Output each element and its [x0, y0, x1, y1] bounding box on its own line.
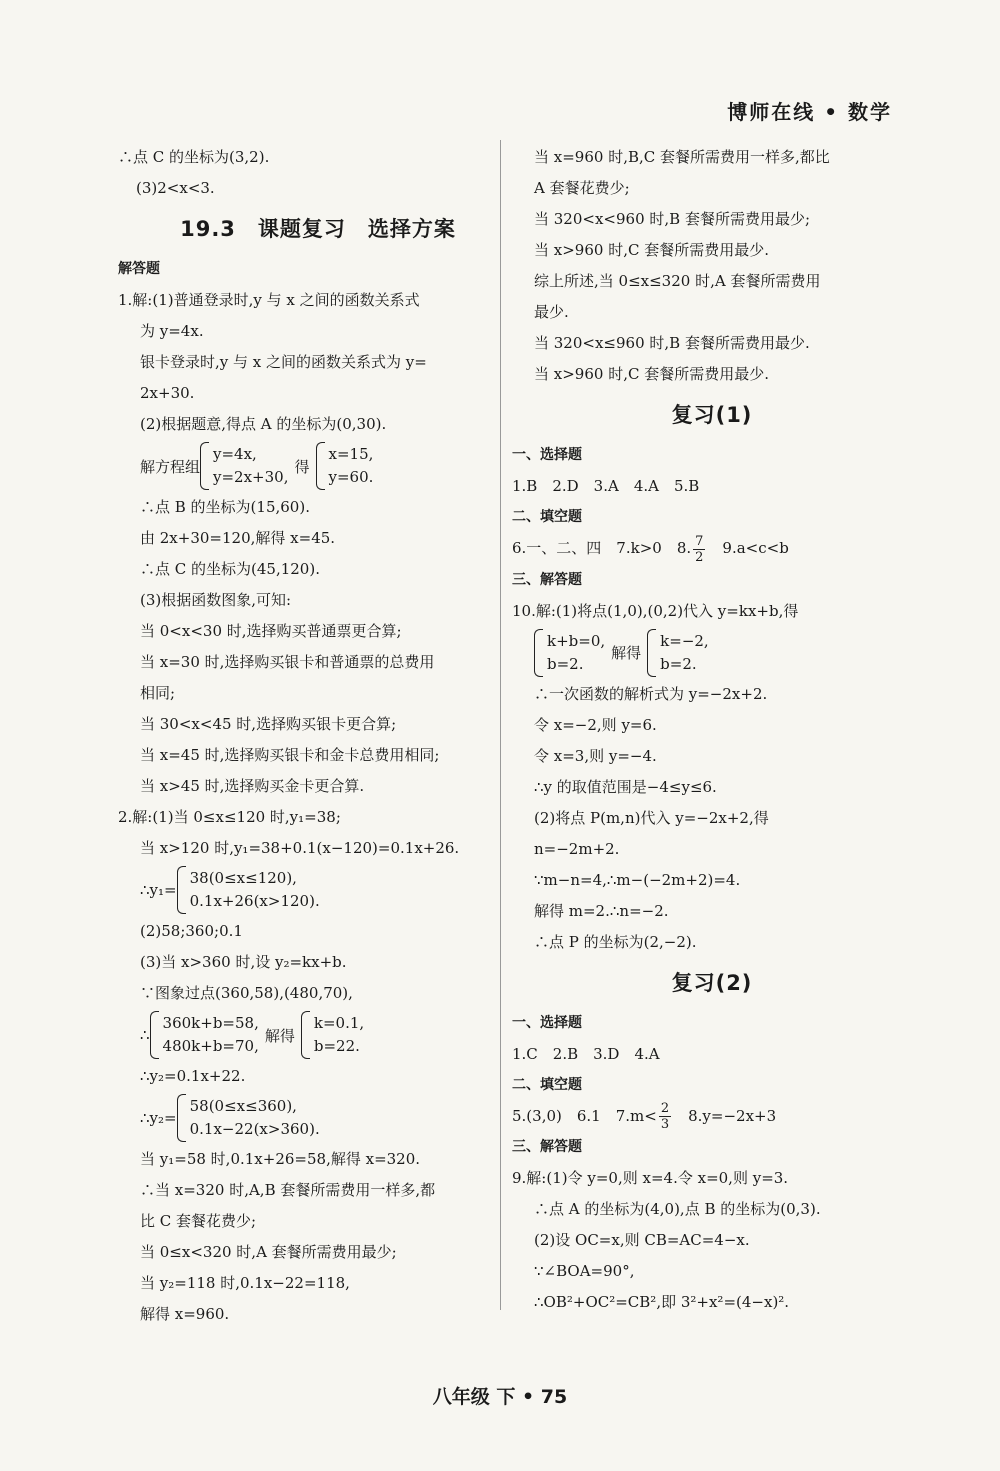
- piecewise-function: [118, 1094, 518, 1142]
- equation-line: b=2.: [547, 654, 584, 673]
- equation-line: 360k+b=58,: [162, 1014, 259, 1032]
- section-heading: 二、填空题: [512, 1076, 582, 1093]
- text-line: 当 x=45 时,选择购买银卡和金卡总费用相同;: [140, 746, 440, 764]
- fraction-numerator: 2: [660, 1101, 670, 1116]
- text-line: ∴当 x=320 时,A,B 套餐所需费用一样多,都: [140, 1181, 436, 1199]
- equation-line: y=4x,: [213, 445, 257, 463]
- text-line: 当 320<x≤960 时,B 套餐所需费用最少.: [534, 334, 810, 352]
- text-line: 1.B 2.D 3.A 4.A 5.B: [512, 477, 700, 495]
- text-line: 综上所述,当 0≤x≤320 时,A 套餐所需费用: [534, 272, 821, 290]
- text-line: 当 x>960 时,C 套餐所需费用最少.: [534, 241, 769, 259]
- text-line: (3)2<x<3.: [136, 179, 215, 197]
- fraction-numerator: 7: [695, 533, 704, 549]
- brace-symbol: [200, 442, 209, 490]
- page-header: 博师在线 • 数学: [727, 100, 892, 124]
- fraction-denominator: 3: [660, 1117, 670, 1132]
- equation-line: 0.1x−22(x>360).: [189, 1120, 320, 1138]
- text-line: (3)根据函数图象,可知:: [140, 591, 292, 609]
- equation-line: b=22.: [313, 1037, 360, 1055]
- equation-line: y=60.: [328, 468, 374, 486]
- text-line: 当 x>120 时,y₁=38+0.1(x−120)=0.1x+26.: [140, 839, 460, 857]
- text-line: 9.解:(1)令 y=0,则 x=4.令 x=0,则 y=3.: [512, 1169, 789, 1187]
- section-heading: 解答题: [118, 261, 160, 277]
- text-fragment: 解方程组: [140, 457, 201, 476]
- text-line: 比 C 套餐花费少;: [140, 1212, 257, 1230]
- brace-symbol: [177, 1094, 186, 1142]
- text-fragment: ∴y₂=: [140, 1109, 177, 1127]
- equation-line: 0.1x+26(x>120).: [189, 892, 320, 910]
- brace-symbol: [150, 1011, 159, 1059]
- brace-symbol: [301, 1011, 310, 1059]
- text-line: 解得 m=2.∴n=−2.: [534, 901, 669, 920]
- page-footer: 八年级 下 • 75: [432, 1386, 568, 1408]
- text-line: 为 y=4x.: [140, 322, 204, 340]
- section-title: 复习(1): [671, 403, 753, 427]
- equation-line: k+b=0,: [547, 631, 606, 650]
- text-line: ∴一次函数的解析式为 y=−2x+2.: [534, 684, 768, 703]
- text-line: 1.解:(1)普通登录时,y 与 x 之间的函数关系式: [118, 291, 420, 309]
- text-fragment: 8.y=−2x+3: [673, 1106, 777, 1125]
- section-heading: 二、填空题: [512, 509, 582, 525]
- text-line: ∴点 B 的坐标为(15,60).: [140, 498, 310, 516]
- text-line: ∴点 C 的坐标为(3,2).: [118, 148, 270, 166]
- equation-line: k=−2,: [660, 631, 709, 650]
- text-line: (3)当 x>360 时,设 y₂=kx+b.: [140, 953, 347, 971]
- text-line: 当 x=30 时,选择购买银卡和普通票的总费用: [140, 653, 435, 671]
- left-column: [118, 142, 518, 1330]
- text-line: n=−2m+2.: [534, 839, 620, 858]
- section-title: 19.3 课题复习 选择方案: [180, 217, 456, 241]
- text-fragment: 5.(3,0) 6.1 7.m<: [512, 1106, 657, 1125]
- brace-symbol: [647, 629, 656, 677]
- text-line: (2)将点 P(m,n)代入 y=−2x+2,得: [534, 808, 769, 827]
- text-line: 银卡登录时,y 与 x 之间的函数关系式为 y=: [140, 353, 427, 371]
- section-heading: 三、解答题: [512, 1139, 582, 1155]
- text-line: 2x+30.: [140, 384, 195, 402]
- text-line: 相同;: [140, 684, 176, 702]
- text-line: ∵图象过点(360,58),(480,70),: [140, 984, 353, 1002]
- text-fragment: 6.一、二、四 7.k>0 8.: [512, 539, 692, 557]
- text-line: ∴点 P 的坐标为(2,−2).: [534, 932, 697, 951]
- text-line: [512, 1101, 912, 1133]
- text-line: 当 x>960 时,C 套餐所需费用最少.: [534, 365, 769, 383]
- text-line: 1.C 2.B 3.D 4.A: [512, 1044, 660, 1063]
- fraction-denominator: 2: [695, 549, 704, 565]
- text-fragment: 解得: [611, 644, 642, 662]
- equation-line: k=0.1,: [313, 1014, 365, 1032]
- text-fragment: 解得: [264, 1026, 295, 1045]
- equation-line: 38(0≤x≤120),: [189, 869, 297, 887]
- text-line: 当 x>45 时,选择购买金卡更合算.: [140, 777, 365, 795]
- text-line: 当 30<x<45 时,选择购买银卡更合算;: [140, 715, 397, 733]
- text-line: 由 2x+30=120,解得 x=45.: [140, 529, 336, 547]
- text-line: 令 x=3,则 y=−4.: [534, 746, 657, 765]
- fraction: [693, 534, 705, 565]
- text-line: (2)58;360;0.1: [140, 922, 243, 940]
- text-line: ∴OB²+OC²=CB²,即 3²+x²=(4−x)².: [534, 1293, 790, 1311]
- text-fragment: 9.a<c<b: [707, 539, 789, 557]
- section-heading: 三、解答题: [512, 571, 582, 588]
- equation-line: y=2x+30,: [213, 468, 289, 486]
- text-line: 解得 x=960.: [140, 1305, 230, 1323]
- text-line: ∴点 A 的坐标为(4,0),点 B 的坐标为(0,3).: [534, 1200, 821, 1218]
- text-line: ∴y₂=0.1x+22.: [140, 1067, 246, 1085]
- text-line: ∴y 的取值范围是−4≤y≤6.: [534, 777, 717, 796]
- text-line: ∵m−n=4,∴m−(−2m+2)=4.: [534, 870, 741, 889]
- text-line: A 套餐花费少;: [534, 179, 630, 197]
- text-fragment: ∴: [140, 1026, 150, 1044]
- brace-symbol: [177, 866, 186, 914]
- text-line: 10.解:(1)将点(1,0),(0,2)代入 y=kx+b,得: [512, 601, 799, 620]
- text-line: 当 y₂=118 时,0.1x−22=118,: [140, 1274, 350, 1292]
- text-line: (2)根据题意,得点 A 的坐标为(0,30).: [140, 415, 387, 433]
- text-line: 当 320<x<960 时,B 套餐所需费用最少;: [534, 210, 811, 228]
- text-line: 当 0≤x<320 时,A 套餐所需费用最少;: [140, 1243, 397, 1261]
- text-fragment: ∴y₁=: [140, 881, 177, 899]
- equation-line: x=15,: [328, 445, 374, 463]
- equation-system: [118, 1011, 518, 1059]
- equation-line: 58(0≤x≤360),: [189, 1097, 297, 1115]
- equation-line: 480k+b=70,: [162, 1037, 259, 1055]
- text-line: 令 x=−2,则 y=6.: [534, 715, 657, 734]
- text-fragment: 得: [294, 457, 310, 476]
- text-line: ∵∠BOA=90°,: [534, 1262, 635, 1280]
- text-line: 2.解:(1)当 0≤x≤120 时,y₁=38;: [118, 808, 341, 826]
- text-line: 最少.: [534, 303, 569, 321]
- right-column: [512, 142, 912, 1318]
- text-line: [512, 533, 912, 565]
- text-line: 当 x=960 时,B,C 套餐所需费用一样多,都比: [534, 148, 830, 166]
- section-title: 复习(2): [671, 970, 753, 995]
- piecewise-function: [118, 866, 518, 914]
- equation-line: b=2.: [660, 654, 697, 673]
- text-line: 当 0<x<30 时,选择购买普通票更合算;: [140, 622, 402, 640]
- brace-symbol: [316, 442, 325, 490]
- equation-system: [118, 442, 518, 490]
- text-line: (2)设 OC=x,则 CB=AC=4−x.: [534, 1231, 750, 1249]
- equation-system: [512, 629, 912, 677]
- section-heading: 一、选择题: [512, 447, 582, 463]
- fraction: [659, 1101, 671, 1132]
- brace-symbol: [534, 629, 543, 677]
- section-heading: 一、选择题: [512, 1014, 582, 1031]
- text-line: 当 y₁=58 时,0.1x+26=58,解得 x=320.: [140, 1150, 421, 1168]
- text-line: ∴点 C 的坐标为(45,120).: [140, 560, 320, 578]
